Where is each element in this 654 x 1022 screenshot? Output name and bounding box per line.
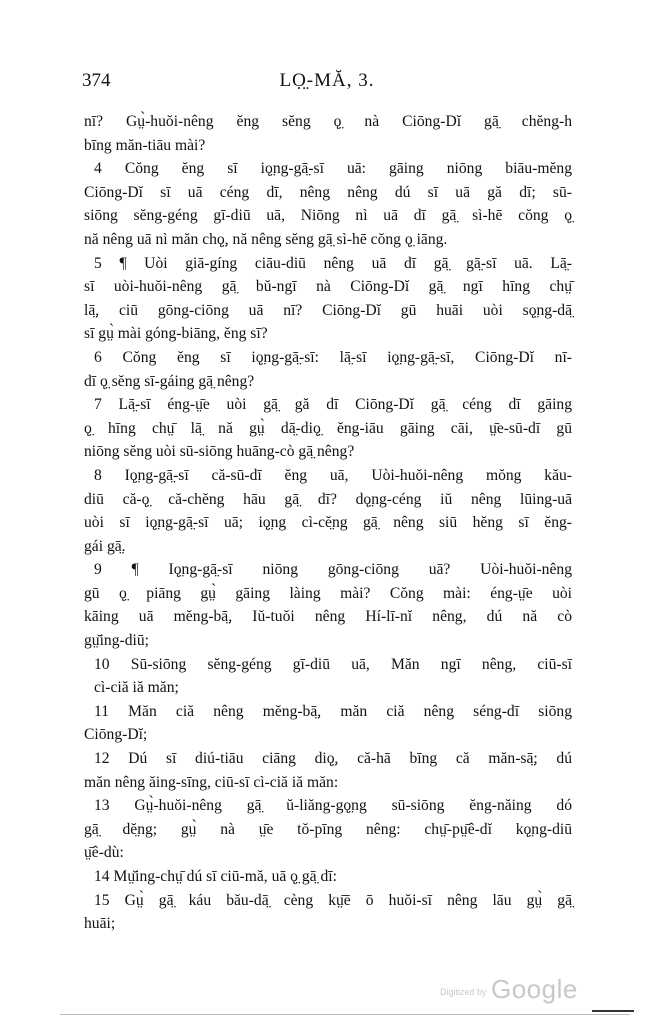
text-line: uòi sī iǫ̤ng-gā̤-sī uā; iǫ̤ng cì-cĕ̤ng gā̤ nêng siū hĕng sī ĕng- [84, 514, 572, 532]
text-line: 5 ¶ Uòi giā-gíng ciāu-diū nêng uā dī gā̤ gā̤-sī uā. Lā̤- [94, 254, 572, 272]
text-line: ǫ̤ hīng chṳ̄ lā̤ nă gṳ̀ dā̤-diǫ̤ ĕng-iāu gāing cāi, ṳ̄e-sū-dī gū [84, 419, 572, 437]
text-line: siōng sĕng-géng gī-diū uā, Niōng nì uā dī gā̤ sì-hē cŏng ǫ̤ [84, 207, 572, 225]
digitized-watermark [440, 974, 578, 1005]
text-line: dī ǫ̤ sĕng sī-gáing gā̤ nêng? [84, 372, 255, 390]
text-line: 8 Iǫ̤ng-gā̤-sī că-sū-dī ĕng uā, Uòi-huŏi-nêng mŏng kău- [94, 466, 572, 484]
text-line: niōng sĕng uòi sū-siōng huāng-cò gā̤ nêng? [84, 443, 355, 461]
bottom-rule [60, 1014, 630, 1015]
text-line: Ciōng-Dĭ sī uā céng dī, nêng nêng dú sī uā gă dī; sū- [84, 183, 572, 201]
text-line: nă nêng uā nì măn chǫ̤, nă nêng sĕng gā̤ sì-hē cŏng ǫ̤ iāng. [84, 230, 448, 248]
text-line: 7 Lā̤-sī éng-ṳ̄e uòi gā̤ gă dī Ciōng-Dĭ gā̤ céng dī gāing [94, 396, 572, 414]
page-header [82, 70, 572, 98]
text-line: gū ǫ̤ piāng gṳ̀ gāing làing mài? Cŏng mài: éng-ṳ̄e uòi [84, 584, 572, 602]
text-line: lā̤, ciū gōng-ciōng uā nī? Ciōng-Dĭ gū huāi uòi sǫ̤ng-dā̤ [84, 301, 572, 319]
text-line: cì-ciă iă măn; [94, 679, 179, 697]
text-line: ṳ̄ê-dù: [84, 844, 124, 862]
text-line: diū că-ǫ̤ că-chĕng hāu gā̤ dī? dǫ̤ng-céng iŭ nêng lūing-uā [84, 490, 572, 508]
text-line: 10 Sū-siōng sĕng-géng gī-diū uā, Măn ngī nêng, ciū-sī [94, 655, 572, 673]
text-line: sī gṳ̀ mài góng-biāng, ĕng sī? [84, 325, 268, 343]
bottom-right-mark [592, 1010, 634, 1012]
body-text [84, 110, 572, 936]
text-line: 4 Cŏng ĕng sī iǫ̤ng-gā̤-sī uā: gāing niōng biāu-mĕng [94, 160, 572, 178]
text-line: bīng măn-tiāu mài? [84, 136, 206, 154]
text-line: 13 Gṳ̀-huŏi-nêng gā̤ ŭ-liăng-gǫ̤ng sū-siōng ĕng-năing dó [94, 797, 572, 815]
text-line: gái gā̤. [84, 537, 126, 555]
text-line: nī? Gṳ̀-huŏi-nêng ĕng sĕng ǫ̤ nà Ciōng-Dĭ gā̤ chĕng-h [84, 113, 572, 130]
watermark-small: Digitized by [440, 987, 487, 997]
text-line: gṳ̆ing-diū; [84, 632, 149, 650]
text-line: 6 Cŏng ĕng sī iǫ̤ng-gā̤-sī: lā̤-sī iǫ̤ng-gā̤-sī, Ciōng-Dĭ nī- [94, 348, 572, 366]
watermark-logo: Google [490, 974, 578, 1004]
text-line: 11 Măn ciă nêng mĕng-bā̤, măn ciă nêng séng-dī siōng [94, 702, 572, 720]
text-line: 15 Gṳ̀ gā̤ káu bău-dā̤ cèng kṳ̄ē ō huŏi-sī nêng lāu gṳ̀ gā̤ [94, 891, 572, 909]
text-line: gā̤ dĕ̤ng; gṳ̀ nà ṳ̄e tŏ-pīng nêng: chṳ̄-pṳ̄ê-dĭ kǫ̤ng-diū [84, 820, 572, 838]
text-line: kāing uā mĕng-bā̤, Iŭ-tuŏi nêng Hí-lī-nĭ nêng, dú nă cò [84, 608, 572, 626]
text-line: sī uòi-huŏi-nêng gā̤ bŭ-ngī nà Ciōng-Dĭ gā̤ ngī hīng chṳ̄ [84, 278, 572, 296]
text-line: 14 Mṳ̆ing-chṳ̄ dú sī ciū-mă, uā ǫ̤ gā̤ dī: [94, 868, 337, 885]
running-head: LỌ̤-MĂ, 3. [279, 70, 375, 91]
text-line: 9 ¶ Iǫ̤ng-gā̤-sī niōng gōng-ciōng uā? Uòi-huŏi-nêng [94, 561, 572, 579]
text-line: măn nêng ăing-sīng, ciū-sī cì-ciă iă măn: [84, 773, 339, 791]
text-line: Ciōng-Dĭ; [84, 726, 148, 744]
text-line: huāi; [84, 915, 116, 933]
text-line: 12 Dú sī diú-tiāu ciāng diǫ̤, că-hā bīng că măn-sā̤; dú [94, 750, 572, 768]
page-number: 374 [82, 70, 111, 91]
